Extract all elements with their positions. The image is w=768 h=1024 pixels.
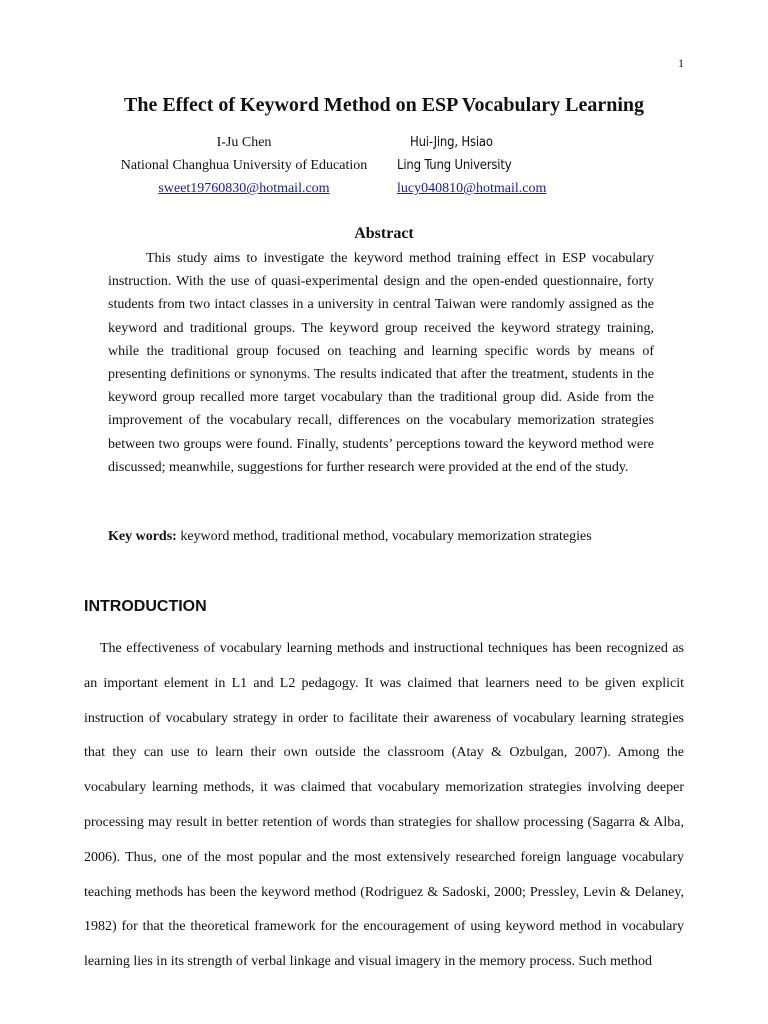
author-block-1 <box>118 131 370 200</box>
author-name: Hui-Jing, Hsiao <box>410 135 493 150</box>
author-email-link[interactable]: sweet19760830@hotmail.com <box>158 181 330 196</box>
author-email-link[interactable]: lucy040810@hotmail.com <box>397 181 547 196</box>
page-number: 1 <box>678 56 684 70</box>
introduction-heading: INTRODUCTION <box>84 598 207 615</box>
author-block-2 <box>397 131 557 200</box>
abstract-heading: Abstract <box>354 225 414 242</box>
keywords-label: Key words: <box>108 529 177 544</box>
author-affiliation: Ling Tung University <box>397 158 512 173</box>
abstract-body: This study aims to investigate the keyword method training effect in ESP vocabulary instruction. With the use of quasi-experimental design and the open-ended questionnaire, forty students from two intact classes in a university in central Taiwan were randomly assigned as the keyword and traditional groups. The keyword group received the keyword strategy training, while the traditional group focused on teaching and learning specific words by means of presenting definitions or synonyms. The results indicated that after the treatment, students in the keyword group recalled more target vocabulary than the traditional group did. Aside from the improvement of the vocabulary recall, differences on the vocabulary memorization strategies between two groups were found. Finally, students’ perceptions toward the keyword method were discussed; meanwhile, suggestions for further research were provided at the end of the study. <box>108 251 654 475</box>
keywords-line <box>108 525 654 548</box>
keywords-text: keyword method, traditional method, vocabulary memorization strategies <box>176 529 592 544</box>
paper-title: The Effect of Keyword Method on ESP Vocabulary Learning <box>123 94 644 116</box>
author-affiliation: National Changhua University of Education <box>120 158 368 173</box>
author-name: I-Ju Chen <box>216 135 272 150</box>
introduction-body: The effectiveness of vocabulary learning methods and instructional techniques has been recognized as an important element in L1 and L2 pedagogy. It was claimed that learners need to be given explicit instruction of vocabulary strategy in order to facilitate their awareness of vocabulary learning strategies that they can use to learn their own outside the classroom (Atay & Ozbulgan, 2007). Among the vocabulary learning methods, it was claimed that vocabulary memorization strategies involving deeper processing may result in better retention of words than strategies for shallow processing (Sagarra & Alba, 2006). Thus, one of the most popular and the most extensively researched foreign language vocabulary teaching methods has been the keyword method (Rodriguez & Sadoski, 2000; Pressley, Levin & Delaney, 1982) for that the theoretical framework for the encouragement of using keyword method in vocabulary learning lies in its strength of verbal linkage and visual imagery in the memory process. Such method <box>84 641 684 970</box>
